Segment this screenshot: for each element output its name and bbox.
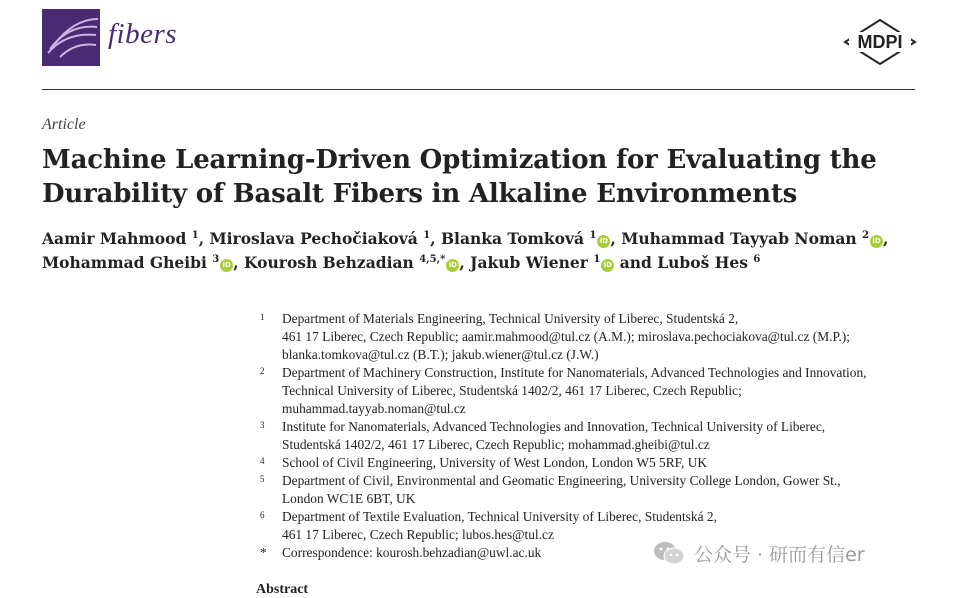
author-separator: , — [883, 229, 889, 248]
affiliation-text — [282, 454, 936, 472]
author-separator: , — [430, 229, 441, 248]
affiliation-item — [256, 418, 936, 454]
article-type: Article — [42, 116, 86, 133]
author-name: Mohammad Gheibi — [42, 253, 207, 272]
affiliation-text — [282, 310, 936, 364]
mdpi-logo-text: MDPI — [857, 32, 903, 52]
affiliation-line: Institute for Nanomaterials, Advanced Technologies and Innovation, Technical University of Liberec, — [282, 419, 826, 434]
author-separator: , — [610, 229, 622, 248]
affiliation-line: Department of Materials Engineering, Technical University of Liberec, Studentská 2, — [282, 311, 739, 326]
mdpi-logo — [843, 18, 917, 66]
watermark — [652, 538, 865, 568]
author-separator: , — [198, 229, 210, 248]
author-affiliation-mark: 6 — [753, 254, 761, 265]
affiliation-line: muhammad.tayyab.noman@tul.cz — [282, 401, 466, 416]
affiliation-number: 1 — [260, 312, 265, 322]
article-title: Machine Learning-Driven Optimization for Evaluating the Durability of Basalt Fibers in Alkaline Environments — [42, 145, 877, 209]
affiliation-number: 3 — [260, 420, 265, 430]
author-separator: , — [459, 253, 471, 272]
affiliation-item — [256, 472, 936, 508]
affiliation-item — [256, 454, 936, 472]
affiliation-line: 461 17 Liberec, Czech Republic; lubos.hes@tul.cz — [282, 527, 554, 542]
orcid-icon[interactable]: iD — [446, 259, 459, 272]
affiliation-line: 461 17 Liberec, Czech Republic; aamir.mahmood@tul.cz (A.M.); miroslava.pechociakova@tul.cz (M.P.); — [282, 329, 850, 344]
author-separator: and — [614, 253, 658, 272]
affiliation-number: 2 — [260, 366, 265, 376]
author-name: Muhammad Tayyab Noman — [621, 229, 857, 248]
affiliation-text — [282, 472, 936, 508]
affiliation-item — [256, 364, 936, 418]
author-affiliation-mark: 1 — [423, 230, 431, 241]
affiliation-text — [282, 418, 936, 454]
author-list — [42, 227, 922, 275]
author-affiliation-mark: 4,5,* — [419, 254, 446, 265]
affiliation-line: Studentská 1402/2, 461 17 Liberec, Czech Republic; mohammad.gheibi@tul.cz — [282, 437, 710, 452]
fibers-swoosh-icon — [42, 9, 100, 66]
author-name: Aamir Mahmood — [42, 229, 187, 248]
affiliation-line: London WC1E 6BT, UK — [282, 491, 416, 506]
author-separator: , — [233, 253, 245, 272]
author-name: Jakub Wiener — [470, 253, 588, 272]
affiliation-text — [282, 364, 936, 418]
affiliation-number: 6 — [260, 510, 265, 520]
affiliation-line: School of Civil Engineering, University of West London, London W5 5RF, UK — [282, 455, 708, 470]
author-name: Miroslava Pechočiaková — [209, 229, 418, 248]
author-affiliation-mark: 3 — [212, 254, 220, 265]
orcid-icon[interactable]: iD — [597, 235, 610, 248]
watermark-text: 公众号 · 研而有信er — [694, 543, 865, 566]
journal-name: fibers — [108, 18, 178, 50]
affiliation-line: blanka.tomkova@tul.cz (B.T.); jakub.wiener@tul.cz (J.W.) — [282, 347, 599, 362]
orcid-icon[interactable]: iD — [870, 235, 883, 248]
journal-logo — [42, 9, 100, 66]
author-affiliation-mark: 1 — [191, 230, 199, 241]
header-divider — [42, 89, 915, 90]
affiliation-line: Technical University of Liberec, Studentská 1402/2, 461 17 Liberec, Czech Republic; — [282, 383, 742, 398]
affiliation-item — [256, 310, 936, 364]
author-name: Kourosh Behzadian — [244, 253, 414, 272]
author-name: Luboš Hes — [657, 253, 748, 272]
author-affiliation-mark: 2 — [862, 230, 870, 241]
correspondence-text: Correspondence: kourosh.behzadian@uwl.ac.uk — [282, 545, 542, 560]
affiliation-line: Department of Civil, Environmental and Geomatic Engineering, University College London, Gower St., — [282, 473, 841, 488]
author-affiliation-mark: 1 — [593, 254, 601, 265]
affiliation-line: Department of Textile Evaluation, Technical University of Liberec, Studentská 2, — [282, 509, 717, 524]
wechat-icon — [652, 540, 686, 566]
correspondence-mark: * — [260, 545, 267, 560]
author-affiliation-mark: 1 — [589, 230, 597, 241]
affiliation-line: Department of Machinery Construction, Institute for Nanomaterials, Advanced Technologies and Innovation, — [282, 365, 867, 380]
abstract-heading: Abstract — [256, 582, 309, 597]
author-name: Blanka Tomková — [440, 229, 585, 248]
affiliation-number: 4 — [260, 456, 265, 466]
orcid-icon[interactable]: iD — [601, 259, 614, 272]
affiliations — [256, 310, 936, 562]
orcid-icon[interactable]: iD — [220, 259, 233, 272]
affiliation-number: 5 — [260, 474, 265, 484]
